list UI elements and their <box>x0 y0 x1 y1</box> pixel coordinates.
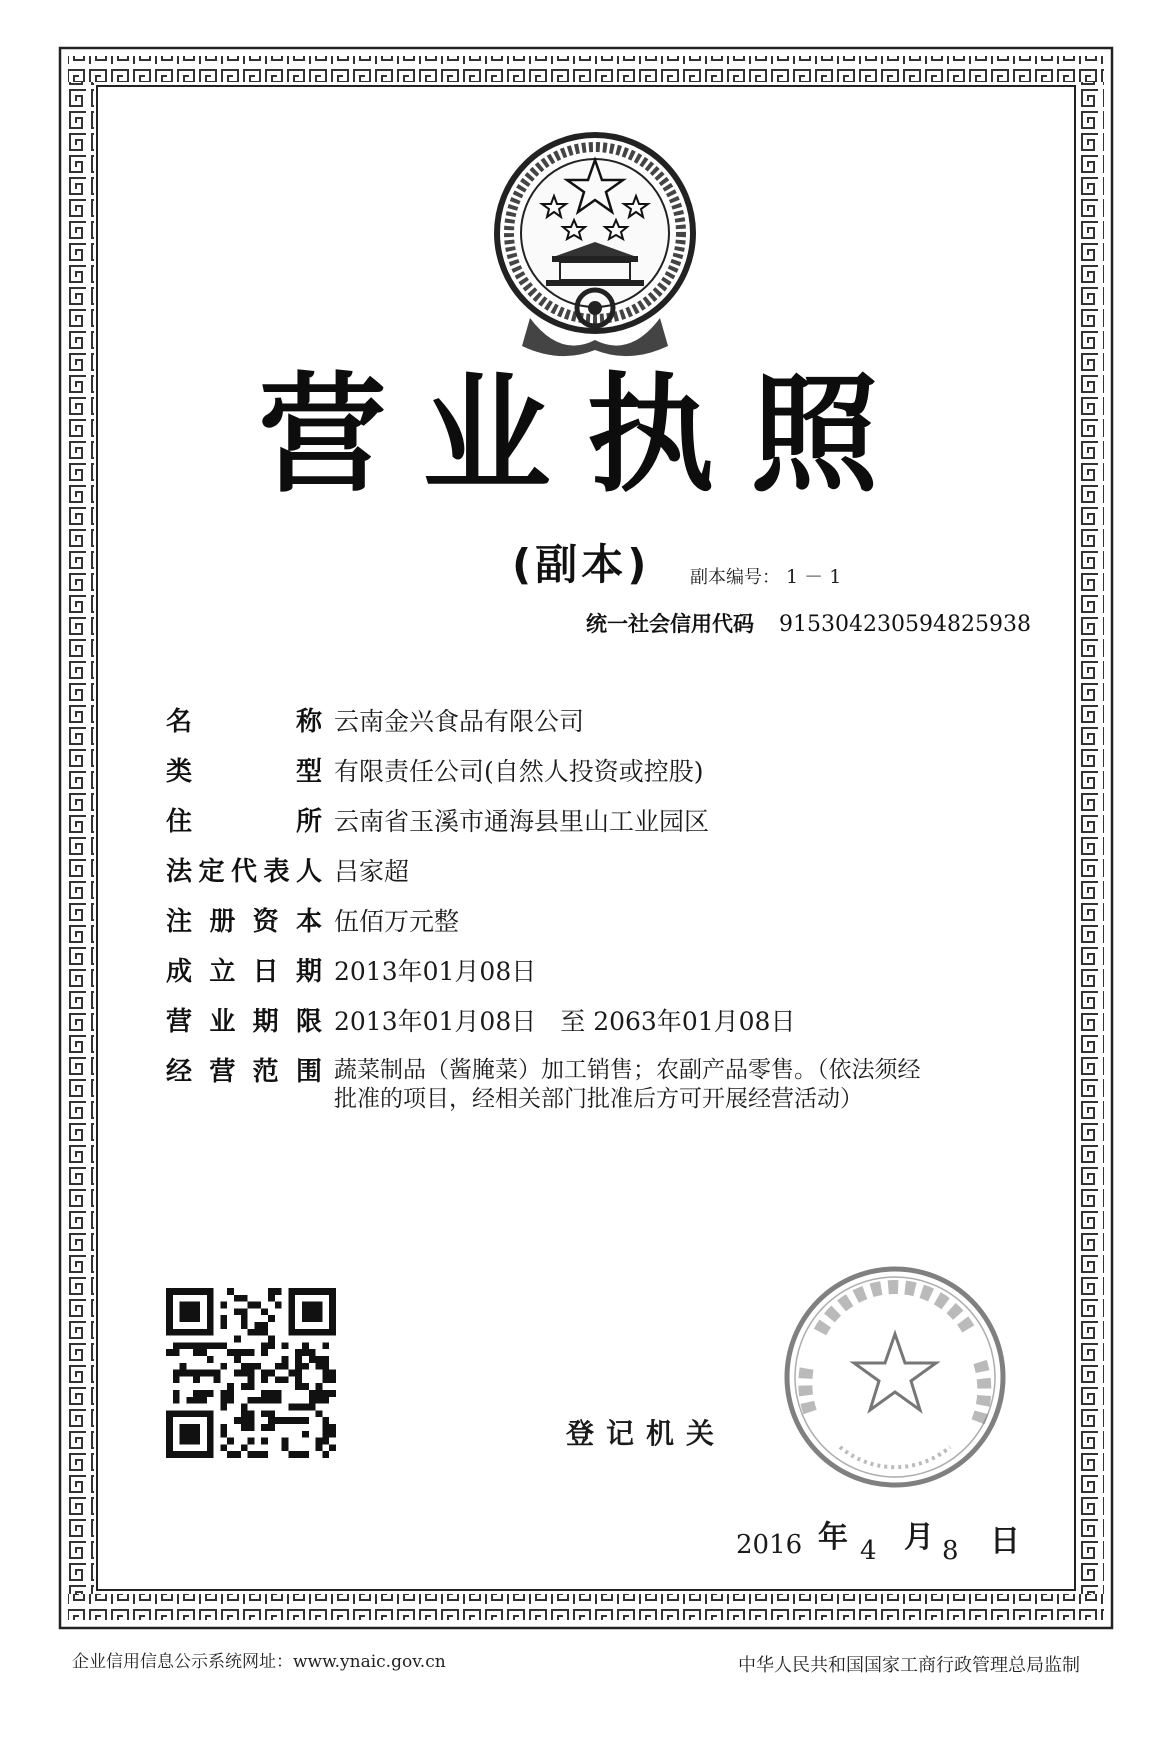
field-value: 云南省玉溪市通海县里山工业园区 <box>334 807 710 836</box>
credit-code-label: 统一社会信用代码 <box>586 612 754 636</box>
date-day-unit: 日 <box>990 1524 1020 1559</box>
field-value: 吕家超 <box>334 857 410 886</box>
field-label: 营业期限 <box>166 1007 322 1037</box>
credit-code-value: 915304230594825938 <box>779 612 1031 637</box>
field-label: 注册资本 <box>166 907 322 937</box>
field-row-term <box>166 1006 1006 1056</box>
field-row-address <box>166 806 1006 856</box>
copy-subtitle: (副本) <box>512 540 651 589</box>
date-month: 4 <box>860 1536 877 1566</box>
copy-number-value: 1 － 1 <box>786 566 842 588</box>
scope-line: 蔬菜制品（酱腌菜）加工销售；农副产品零售。（依法须经 <box>334 1057 921 1083</box>
field-label: 类型 <box>166 757 322 787</box>
footer-website: 企业信用信息公示系统网址：www.ynaic.gov.cn <box>72 1652 446 1672</box>
term-end: 2063年01月08日 <box>593 1007 796 1036</box>
term-start: 2013年01月08日 <box>334 1007 537 1036</box>
field-label: 名称 <box>166 707 322 737</box>
license-fields <box>166 706 1006 1114</box>
field-value <box>334 1056 994 1114</box>
national-emblem-icon <box>490 128 700 360</box>
field-row-type <box>166 756 1006 806</box>
field-label: 住所 <box>166 807 322 837</box>
field-value: 有限责任公司(自然人投资或控股) <box>334 757 704 786</box>
field-row-established <box>166 956 1006 1006</box>
registration-authority-label: 登记机关 <box>566 1417 727 1450</box>
credit-code <box>586 608 1031 638</box>
date-year-unit: 年 <box>818 1520 848 1555</box>
scope-line: 批准的项目，经相关部门批准后方可开展经营活动） <box>334 1085 863 1112</box>
qr-code-icon <box>166 1288 336 1458</box>
license-title: 营业执照 <box>258 361 915 510</box>
field-label: 法定代表人 <box>166 857 322 887</box>
field-value: 伍佰万元整 <box>334 907 460 936</box>
field-row-name <box>166 706 1006 756</box>
field-value: 2013年01月08日 <box>334 957 537 986</box>
date-day: 8 <box>942 1536 959 1566</box>
field-label: 经营范围 <box>166 1057 322 1087</box>
term-to: 至 <box>560 1007 586 1036</box>
field-label: 成立日期 <box>166 957 322 987</box>
official-seal-icon <box>780 1262 1010 1492</box>
field-value: 云南金兴食品有限公司 <box>334 707 585 736</box>
field-row-capital <box>166 906 1006 956</box>
field-value <box>334 1006 795 1039</box>
field-row-legal-rep <box>166 856 1006 906</box>
copy-number-label: 副本编号： <box>690 567 780 588</box>
date-year: 2016 <box>736 1530 803 1560</box>
footer-issuer: 中华人民共和国国家工商行政管理总局监制 <box>738 1655 1080 1676</box>
field-row-scope <box>166 1056 1006 1114</box>
date-month-unit: 月 <box>904 1520 934 1555</box>
copy-number <box>690 562 841 589</box>
